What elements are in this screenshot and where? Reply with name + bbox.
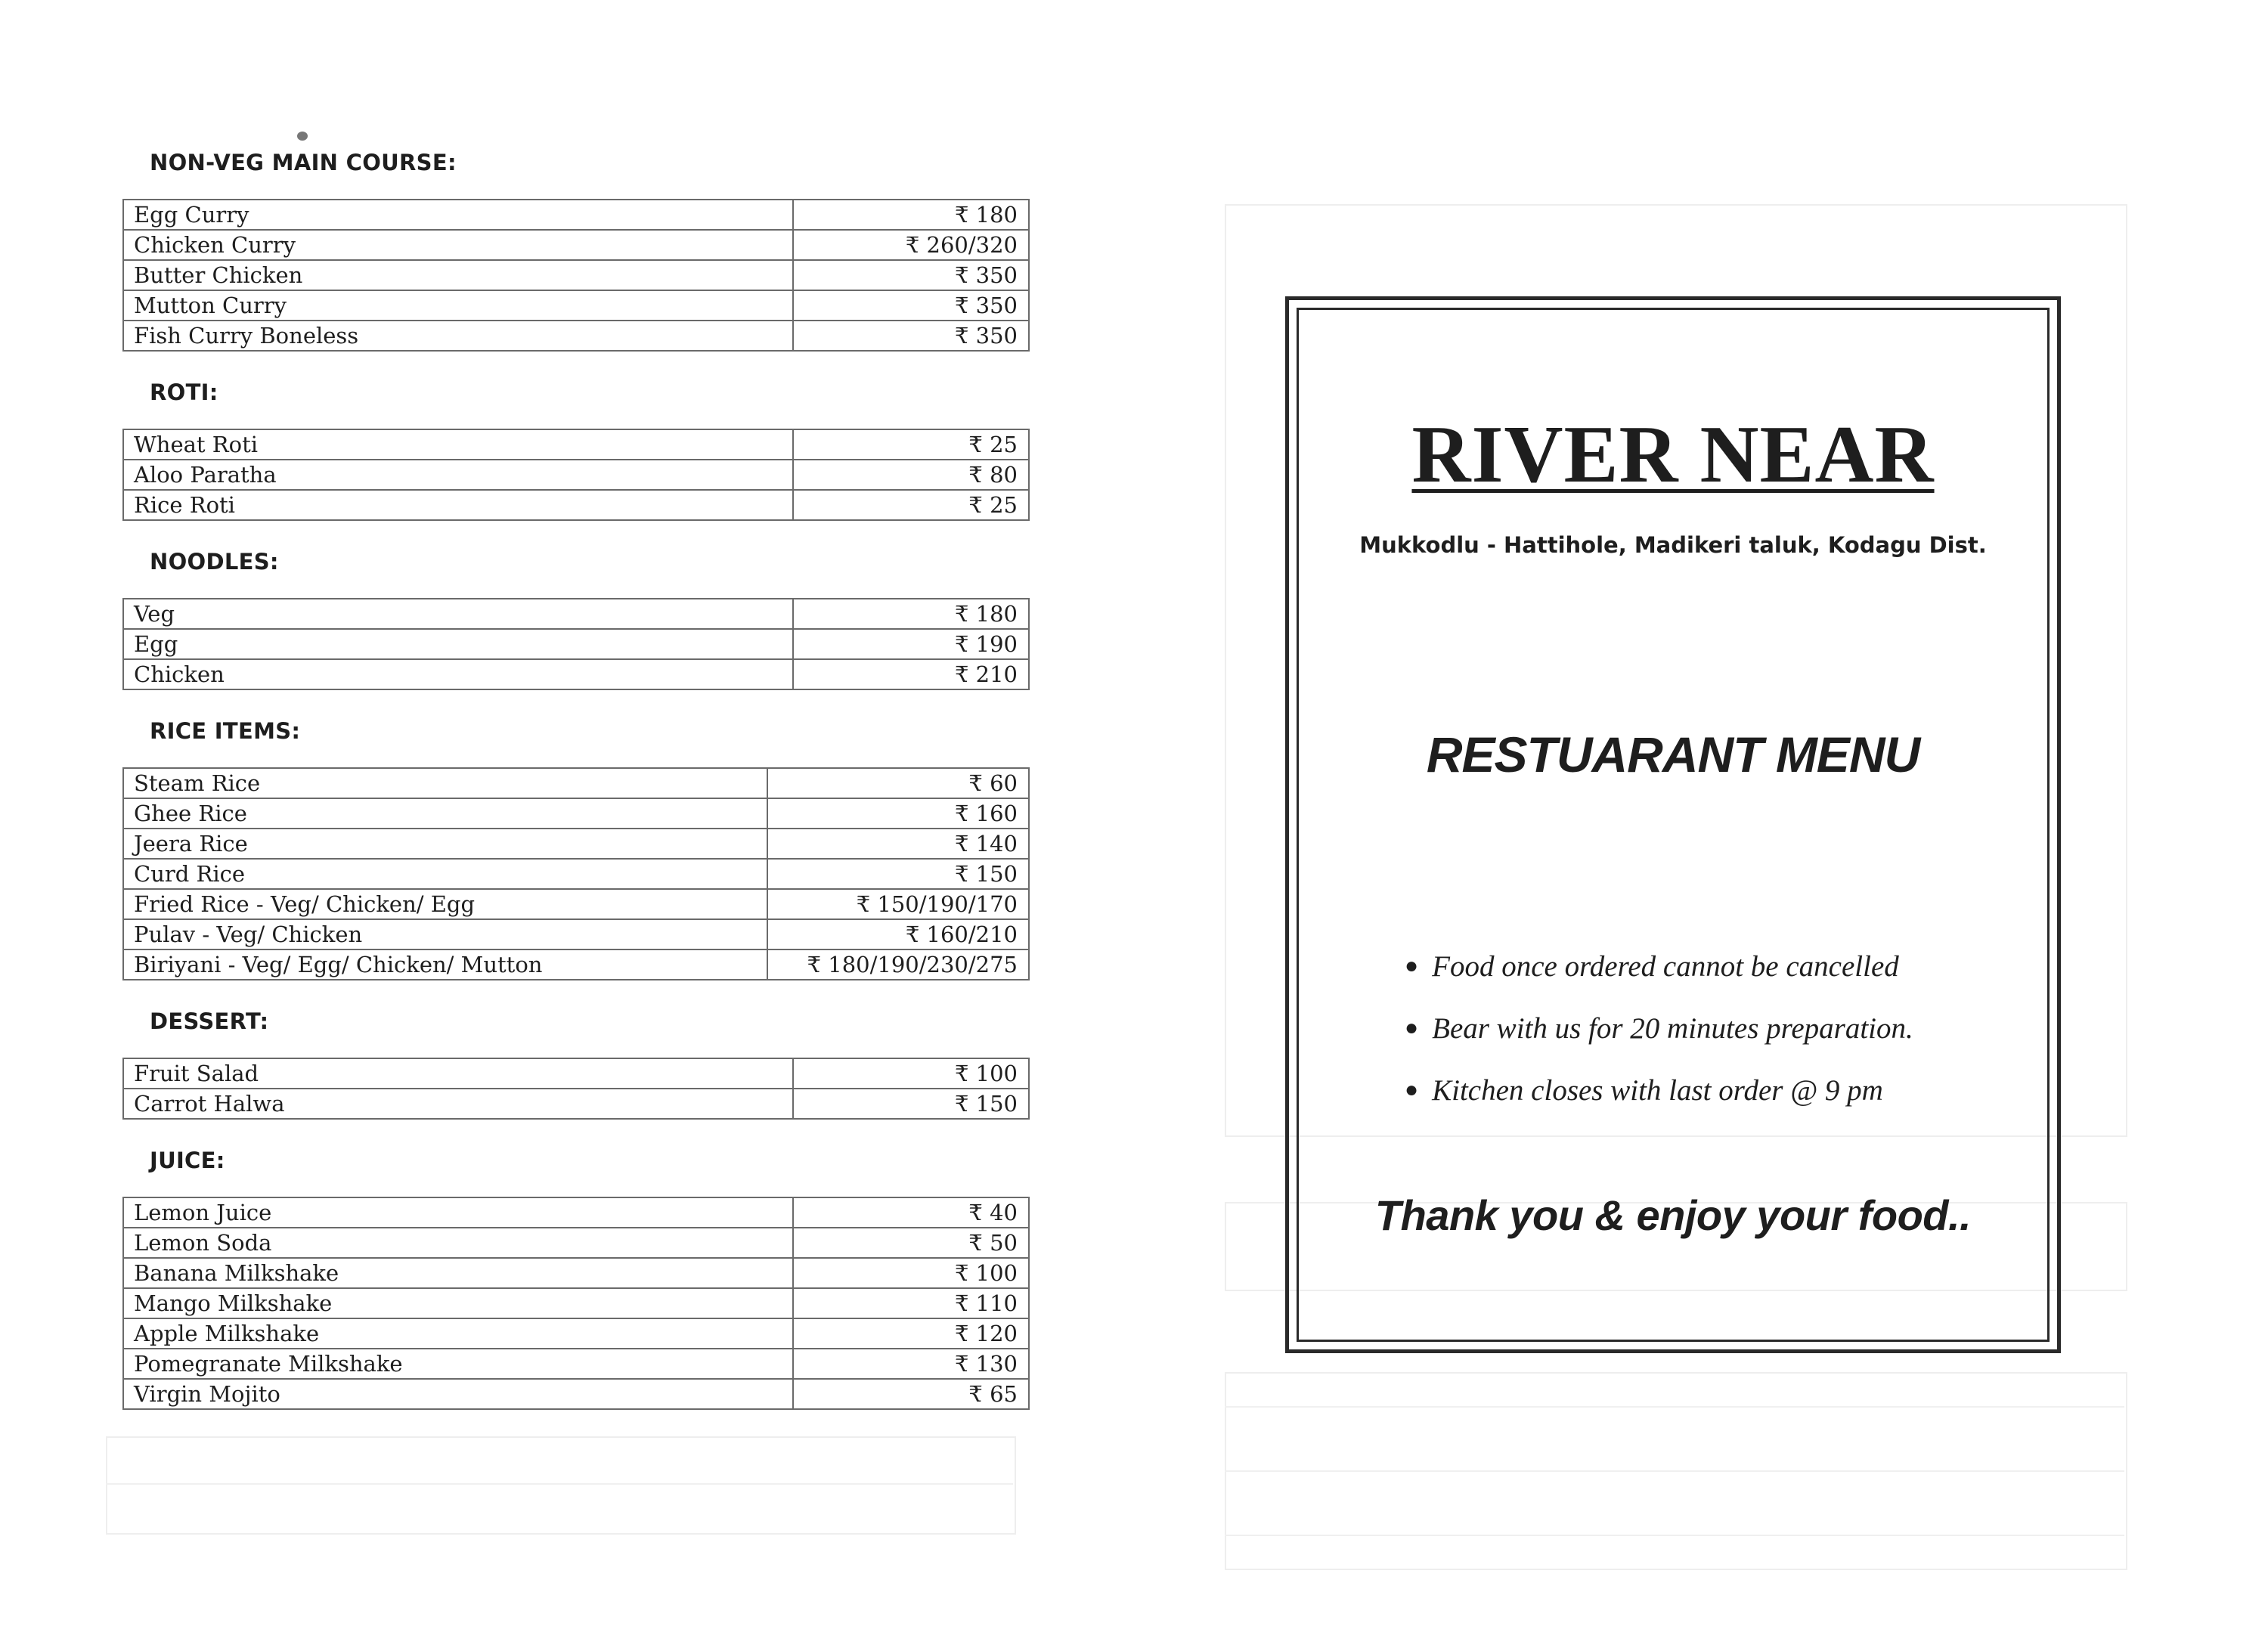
table-row xyxy=(123,1089,1029,1119)
paper-speck xyxy=(297,132,308,141)
section-title: NON-VEG MAIN COURSE: xyxy=(150,150,457,175)
table-row xyxy=(123,629,1029,659)
note-text: Food once ordered cannot be cancelled xyxy=(1432,950,1899,983)
item-price: ₹ 110 xyxy=(793,1288,1029,1318)
table-row xyxy=(123,1288,1029,1318)
item-name: Mutton Curry xyxy=(123,290,793,321)
item-name: Curd Rice xyxy=(123,859,767,889)
item-name: Apple Milkshake xyxy=(123,1318,793,1349)
section-title: RICE ITEMS: xyxy=(150,718,301,744)
table-row xyxy=(123,1228,1029,1258)
item-name: Pomegranate Milkshake xyxy=(123,1349,793,1379)
section-dessert xyxy=(122,1006,1030,1120)
menu-heading: RESTUARANT MENU xyxy=(1426,726,1920,782)
restaurant-name xyxy=(1299,408,2047,502)
item-price: ₹ 80 xyxy=(793,460,1029,490)
item-price: ₹ 50 xyxy=(793,1228,1029,1258)
menu-table xyxy=(122,767,1030,980)
item-name: Rice Roti xyxy=(123,490,793,520)
item-name: Chicken Curry xyxy=(123,230,793,260)
item-price: ₹ 140 xyxy=(767,829,1029,859)
menu-table xyxy=(122,1197,1030,1410)
item-name: Fried Rice - Veg/ Chicken/ Egg xyxy=(123,889,767,919)
section-title: ROTI: xyxy=(150,379,218,405)
item-price: ₹ 150 xyxy=(793,1089,1029,1119)
item-price: ₹ 150/190/170 xyxy=(767,889,1029,919)
item-price: ₹ 180 xyxy=(793,599,1029,629)
address: Mukkodlu - Hattihole, Madikeri taluk, Kodagu Dist. xyxy=(1359,532,1987,558)
item-price: ₹ 160 xyxy=(767,798,1029,829)
section-title: NOODLES: xyxy=(150,549,279,575)
section-title: DESSERT: xyxy=(150,1008,269,1034)
show-through-block xyxy=(106,1436,1016,1535)
table-row xyxy=(123,859,1029,889)
item-price: ₹ 25 xyxy=(793,429,1029,460)
note-item xyxy=(1405,943,1913,1005)
section-juice xyxy=(122,1145,1030,1410)
note-text: Bear with us for 20 minutes preparation. xyxy=(1432,1012,1913,1045)
bullet-icon: ● xyxy=(1405,1077,1419,1102)
table-row xyxy=(123,290,1029,321)
item-name: Carrot Halwa xyxy=(123,1089,793,1119)
item-price: ₹ 190 xyxy=(793,629,1029,659)
item-name: Jeera Rice xyxy=(123,829,767,859)
table-row xyxy=(123,599,1029,629)
item-price: ₹ 180/190/230/275 xyxy=(767,949,1029,980)
table-row xyxy=(123,1058,1029,1089)
item-name: Fruit Salad xyxy=(123,1058,793,1089)
section-rice-items xyxy=(122,716,1030,980)
section-non-veg-main-course xyxy=(122,147,1030,352)
table-row xyxy=(123,1379,1029,1409)
item-price: ₹ 100 xyxy=(793,1058,1029,1089)
note-item xyxy=(1405,1067,1913,1129)
item-name: Butter Chicken xyxy=(123,260,793,290)
item-price: ₹ 180 xyxy=(793,200,1029,230)
bullet-icon: ● xyxy=(1405,1015,1419,1040)
item-name: Chicken xyxy=(123,659,793,689)
item-name: Virgin Mojito xyxy=(123,1379,793,1409)
item-name: Aloo Paratha xyxy=(123,460,793,490)
item-name: Mango Milkshake xyxy=(123,1288,793,1318)
item-name: Biriyani - Veg/ Egg/ Chicken/ Mutton xyxy=(123,949,767,980)
item-name: Fish Curry Boneless xyxy=(123,321,793,351)
table-row xyxy=(123,798,1029,829)
item-price: ₹ 100 xyxy=(793,1258,1029,1288)
menu-table xyxy=(122,429,1030,521)
table-row xyxy=(123,490,1029,520)
menu-table xyxy=(122,199,1030,352)
table-row xyxy=(123,768,1029,798)
item-price: ₹ 350 xyxy=(793,321,1029,351)
item-price: ₹ 260/320 xyxy=(793,230,1029,260)
table-row xyxy=(123,1349,1029,1379)
bullet-icon: ● xyxy=(1405,953,1419,978)
item-name: Wheat Roti xyxy=(123,429,793,460)
note-item xyxy=(1405,1005,1913,1067)
item-name: Egg xyxy=(123,629,793,659)
item-price: ₹ 25 xyxy=(793,490,1029,520)
section-roti xyxy=(122,377,1030,521)
item-price: ₹ 150 xyxy=(767,859,1029,889)
item-price: ₹ 40 xyxy=(793,1197,1029,1228)
item-price: ₹ 65 xyxy=(793,1379,1029,1409)
closing-message: Thank you & enjoy your food.. xyxy=(1374,1191,1972,1239)
item-name: Steam Rice xyxy=(123,768,767,798)
table-row xyxy=(123,1197,1029,1228)
table-row xyxy=(123,889,1029,919)
item-price: ₹ 120 xyxy=(793,1318,1029,1349)
show-through-line xyxy=(1225,1470,2124,1472)
cover-frame xyxy=(1285,296,2061,1353)
restaurant-name-text: RIVER NEAR xyxy=(1411,410,1935,500)
table-row xyxy=(123,460,1029,490)
table-row xyxy=(123,429,1029,460)
item-name: Veg xyxy=(123,599,793,629)
item-price: ₹ 350 xyxy=(793,260,1029,290)
table-row xyxy=(123,321,1029,351)
table-row xyxy=(123,260,1029,290)
table-row xyxy=(123,1318,1029,1349)
item-price: ₹ 350 xyxy=(793,290,1029,321)
item-name: Pulav - Veg/ Chicken xyxy=(123,919,767,949)
table-row xyxy=(123,829,1029,859)
table-row xyxy=(123,200,1029,230)
item-name: Banana Milkshake xyxy=(123,1258,793,1288)
item-name: Ghee Rice xyxy=(123,798,767,829)
table-row xyxy=(123,230,1029,260)
item-price: ₹ 210 xyxy=(793,659,1029,689)
show-through-line xyxy=(1225,1535,2124,1536)
menu-table xyxy=(122,598,1030,690)
item-name: Lemon Soda xyxy=(123,1228,793,1258)
item-name: Lemon Juice xyxy=(123,1197,793,1228)
item-price: ₹ 130 xyxy=(793,1349,1029,1379)
item-name: Egg Curry xyxy=(123,200,793,230)
section-title: JUICE: xyxy=(150,1148,225,1173)
menu-column xyxy=(122,147,1030,1436)
item-price: ₹ 160/210 xyxy=(767,919,1029,949)
item-price: ₹ 60 xyxy=(767,768,1029,798)
show-through-line xyxy=(1225,1406,2124,1408)
show-through-line xyxy=(106,1483,1013,1485)
table-row xyxy=(123,659,1029,689)
notes-list xyxy=(1405,943,1913,1129)
section-noodles xyxy=(122,547,1030,690)
note-text: Kitchen closes with last order @ 9 pm xyxy=(1432,1074,1883,1107)
table-row xyxy=(123,949,1029,980)
table-row xyxy=(123,1258,1029,1288)
menu-table xyxy=(122,1058,1030,1120)
table-row xyxy=(123,919,1029,949)
cover-inner-border xyxy=(1297,308,2050,1342)
